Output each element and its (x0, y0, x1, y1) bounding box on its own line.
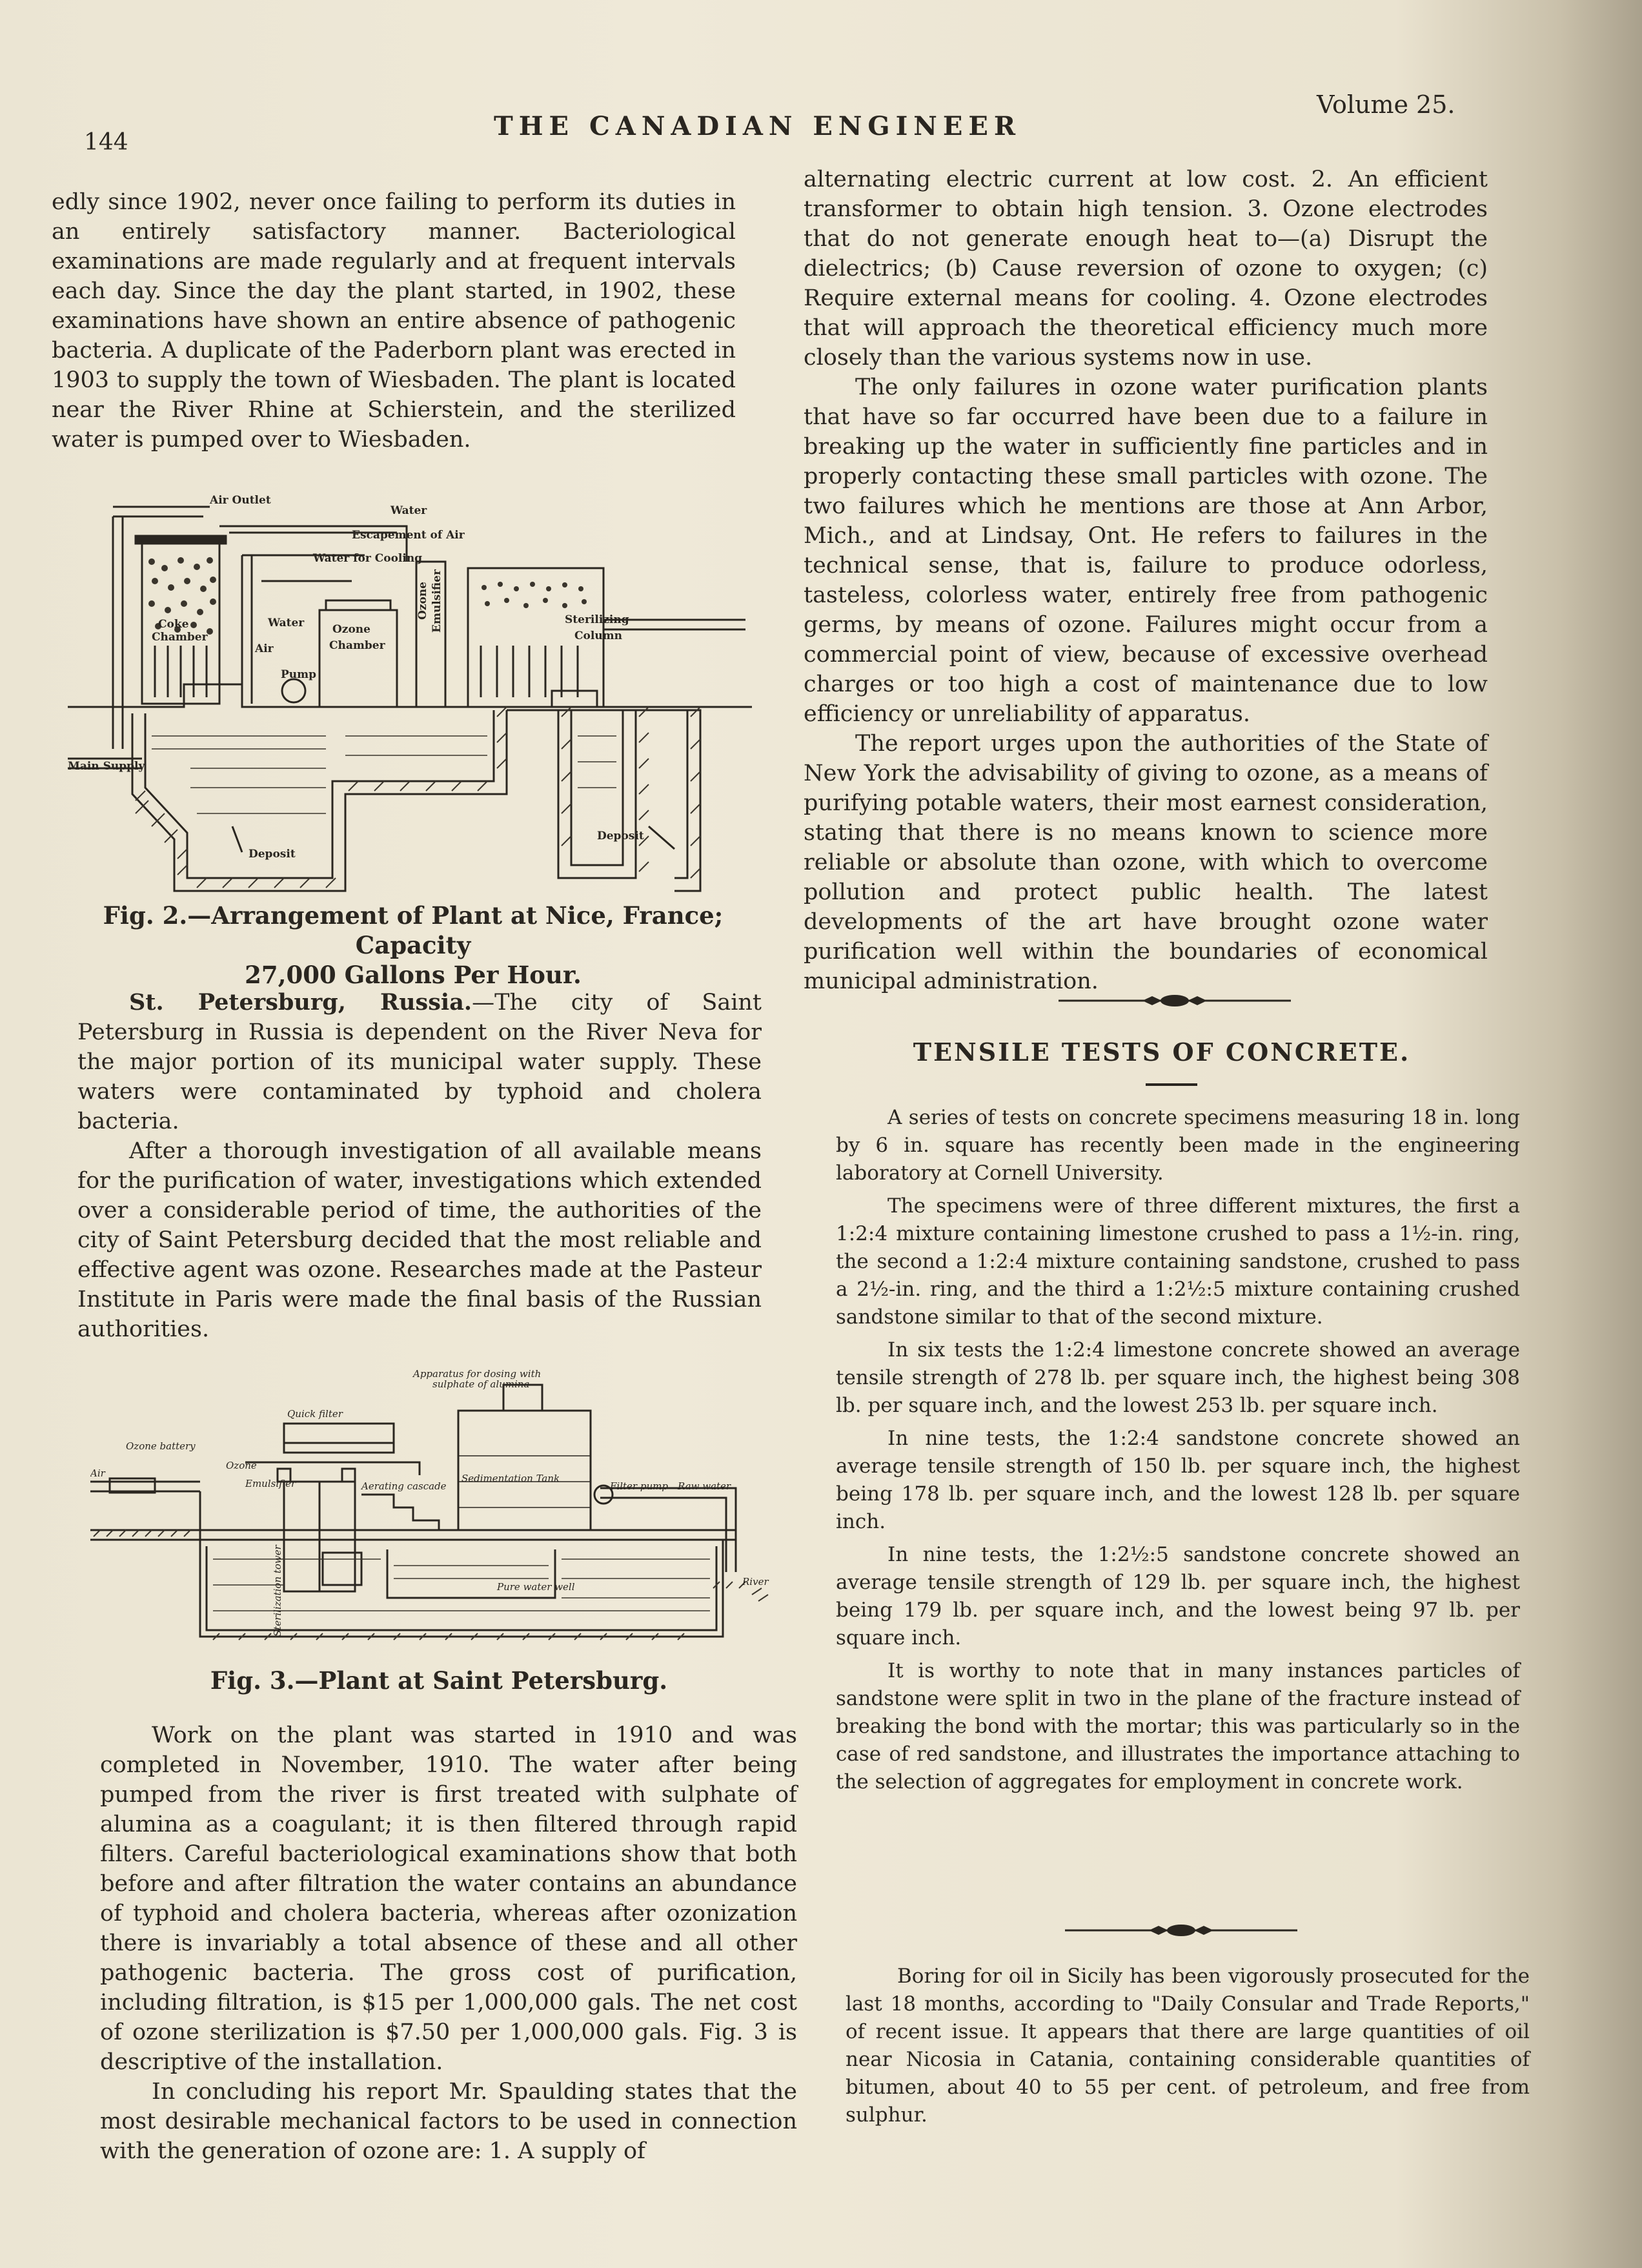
paragraph: The report urges upon the authorities of the State of New York the advisability of giving to ozone, as a means of purifying potable waters, their most earnest consideration, stating that there is no means known to science more reliable or absolute than ozone, with which to overcome pollution and protect public health. The latest developments of the art have brought ozone water purification well within the boundaries of economical municipal administration. (804, 731, 1488, 994)
fig2-label-deposit-left: Deposit (248, 848, 296, 861)
right-column-top (804, 165, 1488, 996)
fig2-label-air-outlet: Air Outlet (210, 494, 271, 507)
paragraph: alternating electric current at low cost. 2. An efficient transformer to obtain high tension. 3. Ozone electrodes that do not generate enough heat to—(a) Disrupt the dielectrics; (b) Cause reversion of ozone to oxygen; (c) Require external means for cooling. 4. Ozone electrodes that will approach the theoretical efficiency much more closely than the various systems now in use. (804, 167, 1488, 371)
paragraph: The specimens were of three different mixtures, the first a 1:2:4 mixture containing limestone crushed to pass a 1½-in. ring, the second a 1:2:4 mixture containing sandstone, crushed to pass a 2½-in. ring, and the third a 1:2½:5 mixture containing crushed sandstone similar to that of the second mixture. (836, 1194, 1520, 1329)
fig2-label-pump: Pump (281, 668, 317, 681)
paragraph: In concluding his report Mr. Spaulding states that the most desirable mechanical factors to be used in connection with the generation of ozone are: 1. A supply of (100, 2079, 797, 2164)
paragraph: In six tests the 1:2:4 limestone concrete showed an average tensile strength of 278 lb. per square inch, the highest being 308 lb. per square inch, and the lowest 253 lb. per square inch. (836, 1338, 1520, 1417)
fig2-label-chamber: Chamber (152, 631, 208, 644)
paragraph: It is worthy to note that in many instances particles of sandstone were split in two in the plane of the fracture instead of breaking the bond with the mortar; this was particularly so in the case of red sandstone, and illustrates the importance attaching to the selection of aggregates for employment in concrete work. (836, 1659, 1520, 1793)
fig3-label-ozone-battery: Ozone battery (126, 1440, 196, 1452)
fig3-label-ozone: Ozone (226, 1460, 257, 1471)
left-column-middle (77, 988, 762, 1344)
paragraph: St. Petersburg, Russia.—The city of Saint Petersburg in Russia is dependent on the River Neva for the major portion of its municipal water supply. These waters were contaminated by typhoid and cholera bacteria. (77, 989, 762, 1134)
fig2-label-ozone-chamber: Chamber (329, 639, 385, 652)
fig3-label-emulsifier: Emulsifier (245, 1478, 296, 1489)
paragraph: The only failures in ozone water purification plants that have so far occurred have been due to a failure in breaking up the water in sufficiently fine particles and in properly contacting these small particles with ozone. The two failures which he mentions are those at Ann Arbor, Mich., and at Lindsay, Ont. He refers to failures in the technical sense, that is, failure to produce odorless, tasteless, colorless water, entirely free from pathogenic germs, by means of ozone. Failures might occur from a commercial point of view, because of excessive overhead charges or too high a cost of maintenance due to low efficiency or unreliability of apparatus. (804, 374, 1488, 727)
fig2-label-ozone: Ozone (332, 623, 370, 636)
figure-3-caption: Fig. 3.—Plant at Saint Petersburg. (210, 1666, 668, 1695)
fig2-label-coke: Coke (158, 618, 189, 631)
heading-rule (1146, 1083, 1197, 1086)
section-heading-st-petersburg: St. Petersburg, Russia. (129, 989, 472, 1016)
fig2-label-deposit-right: Deposit (597, 830, 644, 843)
fig3-label-filter-pump: Filter pump (610, 1480, 668, 1492)
fig3-label-air: Air (90, 1467, 105, 1479)
ornamental-divider (1059, 991, 1291, 1010)
fig2-label-water-cooling: Water for Cooling (313, 552, 423, 565)
fig3-label-raw-water: Raw water (678, 1480, 731, 1492)
journal-title: THE CANADIAN ENGINEER (494, 111, 1022, 141)
fig3-label-sterilization-tower: Sterilization tower (272, 1545, 283, 1637)
right-column-oil-note (846, 1963, 1530, 2129)
fig3-label-quick-filter: Quick filter (287, 1408, 343, 1420)
figure-2-nice-plant-diagram (55, 491, 765, 904)
ornamental-divider (1065, 1921, 1297, 1940)
figure-3-st-petersburg-plant-diagram (90, 1365, 800, 1656)
paragraph: In nine tests, the 1:2½:5 sandstone concrete showed an average tensile strength of 129 lb. per square inch, the highest being 179 lb. per square inch, and the lowest being 97 lb. per square inch. (836, 1543, 1520, 1650)
left-column-bottom (100, 1721, 797, 2166)
fig3-label-pure-water-well: Pure water well (497, 1581, 575, 1593)
fig2-label-main-supply: Main Supply (68, 760, 145, 773)
fig2-label-column: Column (574, 629, 623, 642)
fig2-label-water2: Water (268, 617, 305, 629)
volume-label: Volume 25. (1317, 90, 1455, 119)
right-column-tensile (836, 1104, 1520, 1796)
fig3-label-aerating-cascade: Aerating cascade (361, 1480, 447, 1492)
section-heading-tensile-tests: TENSILE TESTS OF CONCRETE. (913, 1037, 1411, 1067)
fig3-label-river: River (742, 1576, 769, 1588)
paragraph: edly since 1902, never once failing to perform its duties in an entirely satisfactory manner. Bacteriological examinations are made regularly and at frequent intervals each day. Since the day the plant started, in 1902, these examinations have shown an entire absence of pathogenic bacteria. A duplicate of the Paderborn plant was erected in 1903 to supply the town of Wiesbaden. The plant is located near the River Rhine at Schierstein, and the sterilized water is pumped over to Wiesbaden. (52, 189, 736, 453)
paragraph: In nine tests, the 1:2:4 sandstone concrete showed an average tensile strength of 150 lb. per square inch, the highest being 178 lb. per square inch, and the lowest 128 lb. per square inch. (836, 1427, 1520, 1533)
paragraph: Work on the plant was started in 1910 and was completed in November, 1910. The water after being pumped from the river is first treated with sulphate of alumina as a coagulant; it is then filtered through rapid filters. Careful bacteriological examinations show that both before and after filtration the water contains an abundance of typhoid and cholera bacteria, whereas after ozonization there is invariably a total absence of these and all other pathogenic bacteria. The gross cost of purification, including filtration, is $15 per 1,000,000 gals. The net cost of ozone sterilization is $7.50 per 1,000,000 gals. Fig. 3 is descriptive of the installation. (100, 1722, 797, 2075)
fig3-label-apparatus-1: Apparatus for dosing with (413, 1368, 542, 1380)
paragraph: After a thorough investigation of all available means for the purification of water, investigations which extended over a considerable period of time, the authorities of the city of Saint Petersburg decided that the most reliable and effective agent was ozone. Researches made at the Pasteur Institute in Paris were made the final basis of the Russian authorities. (77, 1138, 762, 1342)
paragraph: A series of tests on concrete specimens measuring 18 in. long by 6 in. square has recently been made in the engineering laboratory at Cornell University. (836, 1106, 1520, 1185)
fig3-label-sedimentation-tank: Sedimentation Tank (461, 1473, 560, 1484)
paragraph: Boring for oil in Sicily has been vigorously prosecuted for the last 18 months, according to "Daily Consular and Trade Reports," of recent issue. It appears that there are large quantities of oil near Nicosia in Catania, containing considerable quantities of bitumen, about 40 to 55 per cent. of petroleum, and free from sulphur. (846, 1965, 1530, 2127)
page-number: 144 (84, 129, 128, 156)
fig2-label-escapement: Escapement of Air (352, 529, 465, 542)
fig3-label-apparatus-2: sulphate of alumina (432, 1378, 530, 1390)
left-column-top (52, 187, 736, 455)
figure-2-caption: Fig. 2.—Arrangement of Plant at Nice, France; Capacity 27,000 Gallons Per Hour. (103, 901, 724, 989)
fig2-label-ozone-vertical: Ozone (416, 582, 429, 620)
fig2-label-emulsifier: Emulsifier (431, 569, 443, 633)
fig2-label-air: Air (255, 642, 274, 655)
fig2-label-sterilizing: Sterilizing (565, 613, 629, 626)
fig2-label-water: Water (390, 504, 427, 517)
